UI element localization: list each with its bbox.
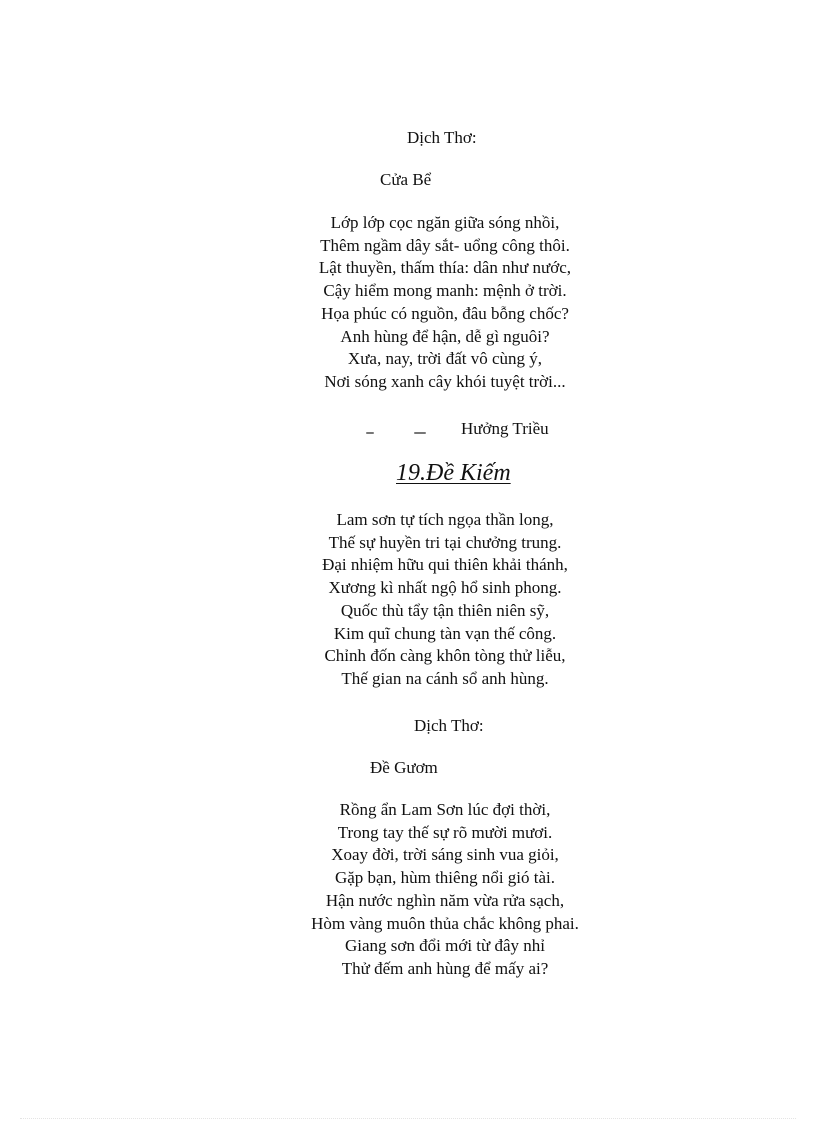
- poem-author: Hưởng Triều: [461, 419, 549, 438]
- poem-line: Hận nước nghìn năm vừa rửa sạch,: [325, 890, 565, 910]
- poem-line: Trong tay thế sự rõ mười mươi.: [337, 822, 553, 842]
- poem-line: Quốc thù tẩy tận thiên niên sỹ,: [340, 600, 550, 620]
- translation-label: Dịch Thơ:: [407, 128, 477, 147]
- poem-line: Rồng ẩn Lam Sơn lúc đợi thời,: [339, 800, 551, 819]
- ink-smudge: [366, 432, 374, 434]
- ink-smudge: [414, 432, 426, 434]
- poem-stanza: [240, 509, 650, 691]
- poem-line: Anh hùng để hận, dễ gì nguôi?: [340, 326, 550, 346]
- poem-line: Kim quĩ chung tàn vạn thế công.: [333, 623, 557, 643]
- poem-line: Gặp bạn, hùm thiêng nổi gió tài.: [334, 868, 556, 888]
- poem-line: Họa phúc có nguồn, đâu bỗng chốc?: [321, 303, 569, 323]
- poem-line: Giang sơn đổi mới từ đây nhỉ: [344, 936, 545, 956]
- section-title: 19.Đề Kiếm: [396, 460, 511, 486]
- poem-title: Đề Gươm: [370, 758, 438, 777]
- poem-line: Lớp lớp cọc ngăn giữa sóng nhồi,: [330, 213, 560, 232]
- poem-line: Xương kì nhất ngộ hổ sinh phong.: [328, 578, 562, 598]
- poem-line: Lam sơn tự tích ngọa thần long,: [336, 510, 554, 529]
- poem-line: Hòm vàng muôn thủa chắc không phai.: [311, 913, 579, 933]
- translation-label: Dịch Thơ:: [414, 716, 484, 735]
- poem-line: Xoay đời, trời sáng sinh vua giỏi,: [331, 845, 559, 865]
- page-bottom-border: [20, 1118, 796, 1120]
- poem-stanza: [240, 212, 650, 394]
- poem-line: Nơi sóng xanh cây khói tuyệt trời...: [324, 371, 566, 391]
- poem-title: Cửa Bể: [380, 170, 432, 189]
- poem-line: Thế gian na cánh sổ anh hùng.: [341, 668, 549, 688]
- poem-line: Cậy hiểm mong manh: mệnh ở trời.: [323, 281, 567, 301]
- poem-stanza: [240, 799, 650, 981]
- poem-line: Thử đếm anh hùng để mấy ai?: [341, 958, 549, 978]
- poem-line: Thế sự huyền tri tại chưởng trung.: [328, 532, 562, 552]
- poem-line: Đại nhiệm hữu qui thiên khải thánh,: [322, 555, 568, 575]
- poem-line: Thêm ngầm dây sắt- uổng công thôi.: [320, 235, 570, 255]
- poem-line: Xưa, nay, trời đất vô cùng ý,: [347, 349, 543, 369]
- poem-line: Lật thuyền, thấm thía: dân như nước,: [318, 258, 572, 278]
- poem-line: Chỉnh đốn càng khôn tòng thử liễu,: [324, 646, 566, 666]
